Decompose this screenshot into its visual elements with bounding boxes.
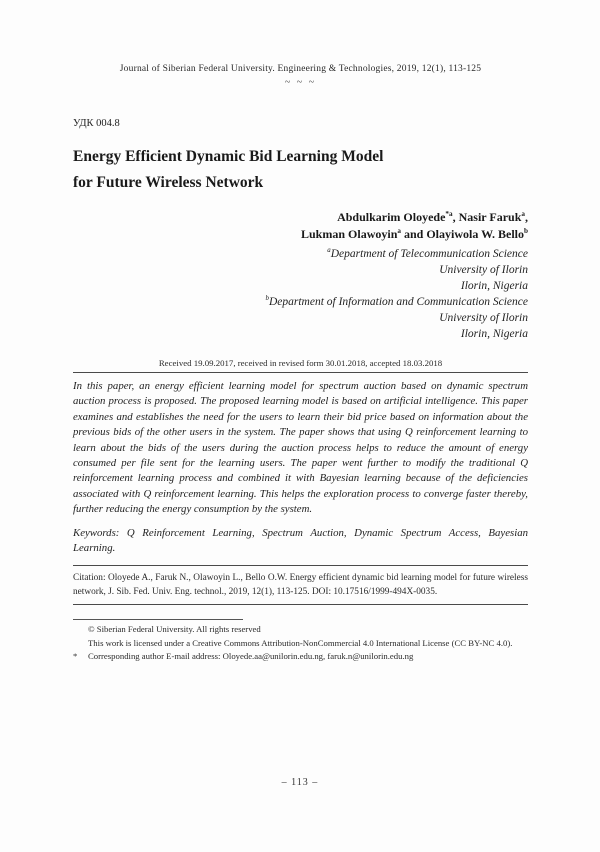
license-line: This work is licensed under a Creative Commons Attribution-NonCommercial 4.0 International License (CC BY-NC 4.0). (88, 637, 513, 648)
authors-line2 (73, 226, 528, 243)
paper-title (73, 144, 528, 196)
divider-top (73, 372, 528, 373)
paper-title-line1: Energy Efficient Dynamic Bid Learning Model (73, 148, 384, 165)
author-name: Lukman Olawoyin (301, 227, 398, 241)
author-affiliation-mark: a (397, 227, 401, 235)
affiliations-block (73, 246, 528, 342)
received-dates: Received 19.09.2017, received in revised form 30.01.2018, accepted 18.03.2018 (158, 358, 443, 368)
affiliation-line: Ilorin, Nigeria (460, 280, 528, 292)
citation-text: Citation: Oloyede A., Faruk N., Olawoyin L., Bello O.W. Energy efficient dynamic bid learning model for future wireless network, J. Sib. Fed. Univ. Eng. technol., 2019, 12(1), 113-125. DOI: 10.17516/1999-494X-0035. (73, 573, 528, 598)
affiliation-mark: b (265, 295, 269, 303)
footnote-marker: * (73, 651, 78, 662)
authors-block (73, 209, 528, 243)
journal-header: Journal of Siberian Federal University. Engineering & Technologies, 2019, 12(1), 113-125 (119, 64, 482, 74)
paper-title-line2: for Future Wireless Network (73, 174, 264, 191)
authors-comma: , (525, 210, 528, 224)
affiliation-mark: a (327, 247, 331, 255)
footnote-block (73, 619, 528, 664)
author-affiliation-mark: a (521, 210, 525, 218)
affiliation-line: Ilorin, Nigeria (460, 328, 528, 340)
citation-divider-top (73, 565, 528, 566)
affiliation-line: $^a$Department of Telecommunication Science (327, 247, 528, 260)
author-name: Abdulkarim Oloyede (337, 210, 446, 224)
footnote-rule (73, 619, 243, 620)
citation-divider-bottom (73, 604, 528, 605)
section-separator: ~ ~ ~ (284, 77, 317, 88)
affiliation-line: $^b$Department of Information and Communication Science (265, 295, 528, 308)
affiliation-line: University of Ilorin (439, 312, 528, 324)
corresponding-author-text: Corresponding author E-mail address: Oloyede.aa@unilorin.edu.ng, faruk.n@unilorin.edu.ng (88, 651, 414, 662)
authors-line1 (73, 209, 528, 226)
page-number: – 113 – (281, 777, 319, 788)
keywords-text: Keywords: Q Reinforcement Learning, Spectrum Auction, Dynamic Spectrum Access, Bayesian Learning. (73, 526, 528, 555)
affiliation-line: University of Ilorin (439, 264, 528, 276)
udk-number: УДК 004.8 (73, 118, 120, 129)
abstract-text: In this paper, an energy efficient learning model for spectrum auction based on dynamic spectrum auction process is proposed. The proposed learning model is based on artificial intelligence. This paper examines and establishes the need for the users to learn their bid price based on information about the previous bids of the other users in the system. The paper shows that using Q reinforcement learning to learn about the bids of the users during the auction process helps to reduce the amount of energy consumed per file sent for the learning users. The paper went further to modify the traditional Q reinforcement learning process and combined it with Bayesian learning because of the deficiencies associated with Q reinforcement learning. This helps the exploration process to converge faster thereby, further reducing the energy consumption by the system. (73, 380, 528, 516)
author-affiliation-mark: b (524, 227, 528, 235)
author-name: and Olayiwola W. Bello (400, 227, 524, 241)
author-affiliation-mark: *a (445, 210, 453, 218)
author-name: , Nasir Faruk (452, 210, 522, 224)
corresponding-author-line (73, 650, 528, 664)
copyright-line: © Siberian Federal University. All rights reserved (88, 624, 261, 635)
